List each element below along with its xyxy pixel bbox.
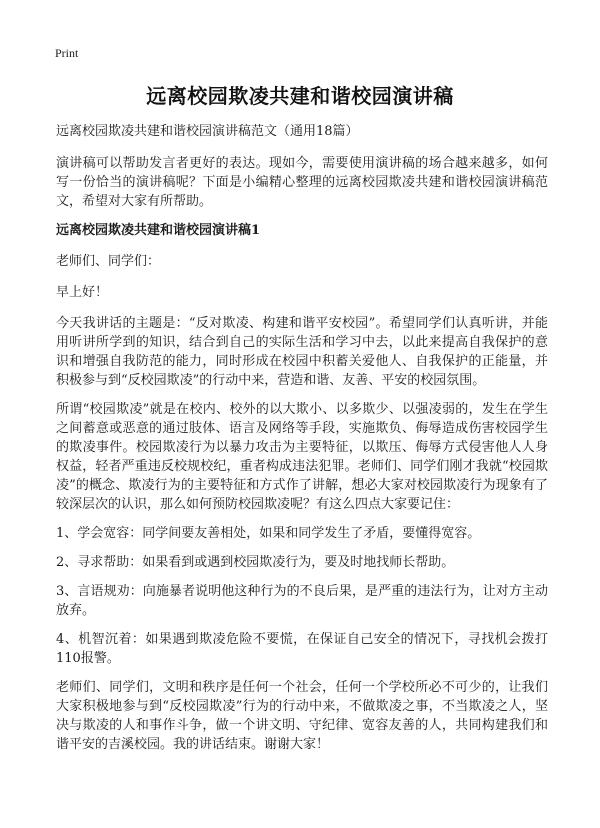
morning-line: 早上好！ [56,285,109,300]
point-item: 4、机智沉着：如果遇到欺凌危险不要慌，在保证自己安全的情况下，寻找机会拨打110报警。 [56,632,548,666]
intro-paragraph: 演讲稿可以帮助发言者更好的表达。现如今，需要使用演讲稿的场合越来越多，如何写一份恰当的演讲稿呢？下面是小编精心整理的远离校园欺凌共建和谐校园演讲稿范文，希望对大家有所帮助。 [56,156,548,209]
body-paragraph: 今天我讲话的主题是：“反对欺凌、构建和谐平安校园”。希望同学们认真听讲，并能用听讲所学到的知识，结合到自己的实际生活和学习中去，以此来提高自我保护的意识和增强自我防范的能力，同时形成在校园中积蓄关爱他人、自我保护的正能量，并积极参与到“反校园欺凌”的行动中来，营造和谐、友善、平安的校园氛围。 [56,316,548,388]
document-body [56,122,548,764]
section-heading: 远离校园欺凌共建和谐校园演讲稿1 [56,223,261,238]
body-paragraph: 所谓“校园欺凌”就是在校内、校外的以大欺小、以多欺少、以强凌弱的，发生在学生之间蓄意或恶意的通过肢体、语言及网络等手段，实施欺负、侮辱造成伤害校园学生的欺凌事件。校园欺凌行为以暴力攻击为主要特征，以欺压、侮辱方式侵害他人人身权益，轻者严重违反校规校纪，重者构成违法犯罪。老师们、同学们刚才我就“校园欺凌”的概念、欺凌行为的主要特征和方式作了讲解，想必大家对校园欺凌行为现象有了较深层次的认识，那么如何预防校园欺凌呢？有这么四点大家要记住： [56,402,548,512]
point-item: 1、学会宽容：同学间要友善相处，如果和同学发生了矛盾，要懂得宽容。 [56,526,481,541]
document-title: 远离校园欺凌共建和谐校园演讲稿 [146,84,454,108]
closing-paragraph: 老师们、同学们，文明和秩序是任何一个社会，任何一个学校所必不可少的，让我们大家积极地参与到“反校园欺凌”行为的行动中来，不做欺凌之事，不当欺凌之人，坚决与欺凌的人和事作斗争，做一个讲文明、守纪律、宽容友善的人，共同构建我们和谐平安的吉溪校园。我的讲话结束。谢谢大家！ [56,680,548,752]
document-subtitle: 远离校园欺凌共建和谐校园演讲稿范文（通用18篇） [56,124,359,139]
greeting-line: 老师们、同学们： [56,254,161,269]
point-item: 3、言语规劝：向施暴者说明他这种行为的不良后果，是严重的违法行为，让对方主动放弃。 [56,584,548,618]
print-link[interactable]: Print [55,46,79,60]
point-item: 2、寻求帮助：如果看到或遇到校园欺凌行为，要及时地找师长帮助。 [56,555,455,570]
